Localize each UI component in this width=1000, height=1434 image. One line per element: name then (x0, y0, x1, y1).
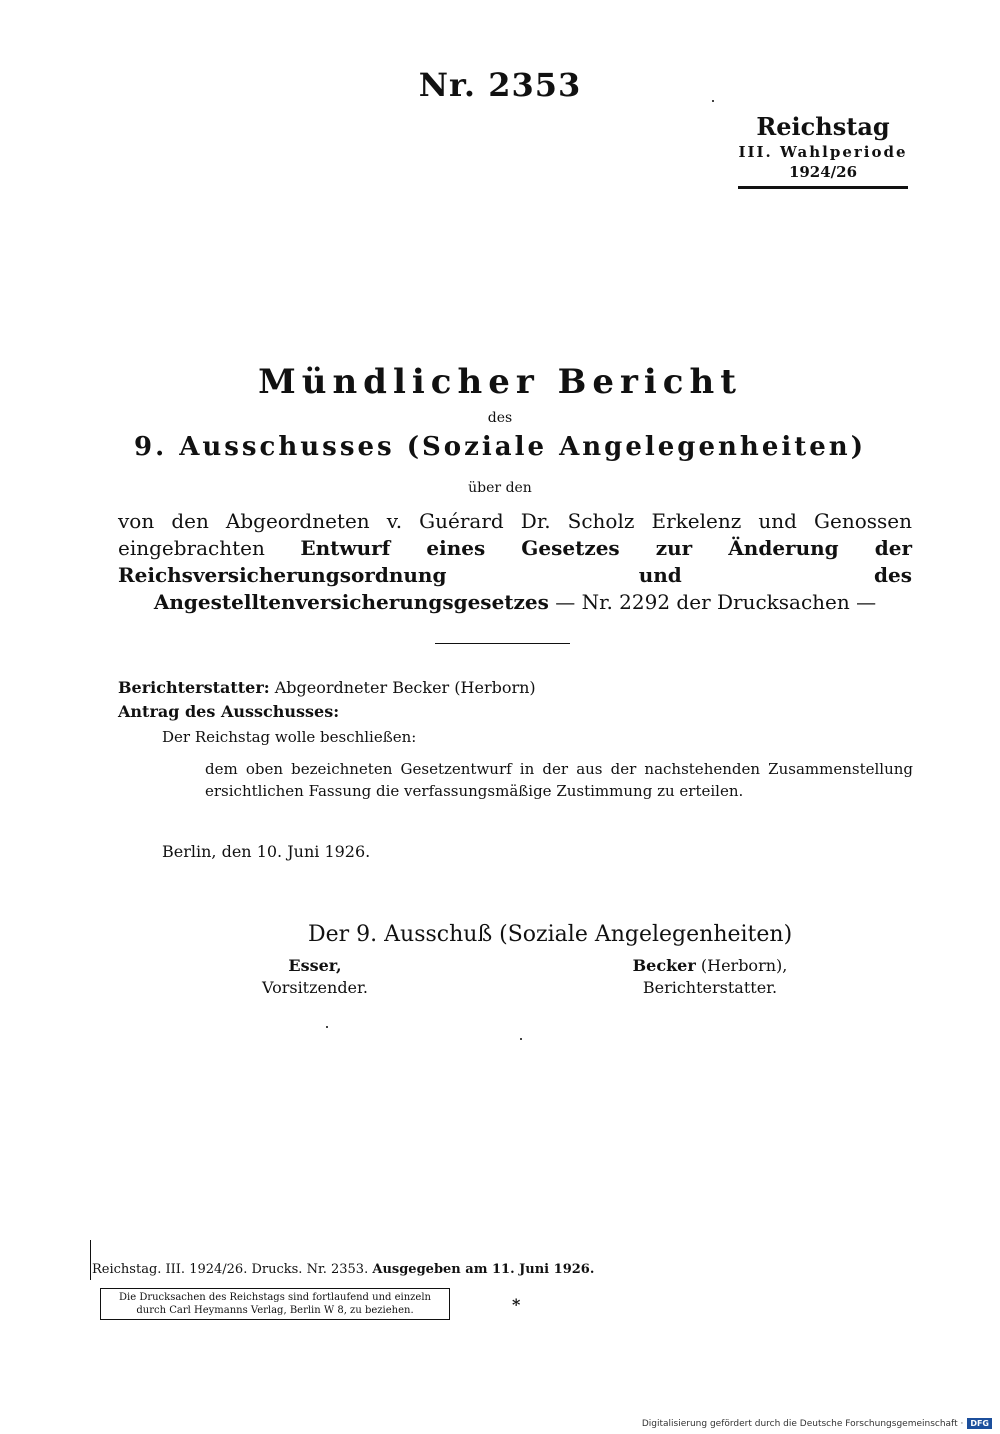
print-speck (326, 1026, 328, 1028)
bill-description (118, 508, 912, 616)
print-speck (520, 1038, 522, 1040)
report-title: Mündlicher Bericht (258, 362, 742, 402)
title-ueber-den: über den (468, 480, 532, 496)
digitization-credit (642, 1418, 992, 1429)
footer-box: Die Drucksachen des Reichstags sind fortlaufend und einzeln durch Carl Heymanns Verlag, Berlin W 8, zu beziehen. (100, 1288, 450, 1320)
print-speck (712, 100, 714, 102)
reichstag-block (738, 112, 908, 189)
footer-plain: Reichstag. III. 1924/26. Drucks. Nr. 2353. (92, 1262, 369, 1277)
title-des: des (487, 410, 513, 426)
document-number: Nr. 2353 (418, 66, 582, 104)
bill-title: Entwurf eines Gesetzes zur Änderung der Reichsversicherungsordnung und des Angestelltenversicherungsgesetzes (118, 536, 912, 614)
reporter-name: Becker (632, 956, 696, 975)
header-rule (738, 186, 908, 189)
chair-role: Vorsitzender. (261, 978, 368, 997)
committee-name: 9. Ausschusses (Soziale Angelegenheiten) (134, 432, 866, 462)
footer-line (92, 1262, 594, 1277)
footer-asterisk: * (512, 1295, 521, 1314)
reichstag-years: 1924/26 (788, 163, 858, 181)
motion-label: Antrag des Ausschusses: (118, 702, 340, 721)
reichstag-period: III. Wahlperiode (738, 143, 908, 161)
chair-name: Esser, (288, 956, 342, 975)
reporter-suffix: (Herborn), (700, 956, 788, 975)
margin-mark (90, 1240, 91, 1280)
section-divider (435, 643, 570, 644)
date-line: Berlin, den 10. Juni 1926. (162, 842, 371, 861)
signature-reporter (600, 955, 820, 999)
bill-intro: von den Abgeordneten v. Guérard Dr. Scholz Erkelenz und Genossen eingebrachten (118, 509, 912, 560)
reporter-value: Abgeordneter Becker (Herborn) (274, 678, 536, 697)
reporter-label: Berichterstatter: (118, 678, 270, 697)
motion-text: dem oben bezeichneten Gesetzentwurf in der aus der nachstehenden Zusammenstellung ersichtlichen Fassung die verfassungsmäßige Zustimmung zu erteilen. (205, 760, 913, 800)
footer-issued: Ausgegeben am 11. Juni 1926. (372, 1262, 595, 1277)
dfg-logo: DFG (967, 1418, 992, 1429)
signature-chair (235, 955, 395, 999)
credit-text: Digitalisierung gefördert durch die Deutsche Forschungsgemeinschaft · (641, 1418, 964, 1429)
reporter-line (118, 678, 536, 697)
resolve-line: Der Reichstag wolle beschließen: (162, 728, 417, 746)
reporter-role: Berichterstatter. (642, 978, 778, 997)
signature-heading: Der 9. Ausschuß (Soziale Angelegenheiten) (308, 922, 793, 947)
bill-reference: — Nr. 2292 der Drucksachen — (555, 590, 877, 614)
reichstag-title: Reichstag (756, 112, 890, 141)
